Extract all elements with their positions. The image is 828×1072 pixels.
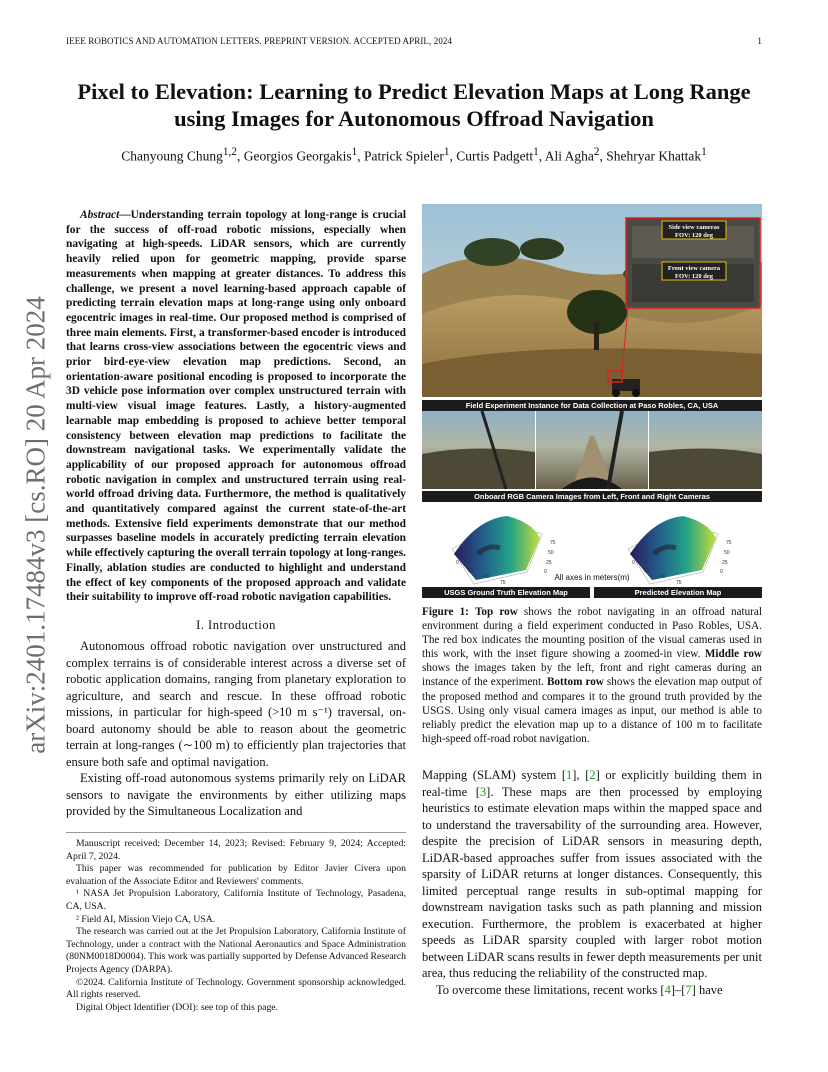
inset-side-fov: FOV: 120 deg [674,232,714,239]
figure-band-left: USGS Ground Truth Elevation Map [422,587,590,598]
running-header [66,36,762,46]
elevation-map-gt [452,516,542,584]
tick-label: 75 [500,580,506,586]
author: Curtis Padgett [456,148,534,164]
section-heading: I. Introduction [196,618,276,632]
author-affil: 1 [701,146,707,158]
footnote: ² Field AI, Mission Viejo CA, USA. [76,913,216,925]
inset-side-label: Side view cameras [668,224,720,231]
introduction-text [66,638,406,820]
tick-label: 75 [676,580,682,586]
caption-bot-label: Bottom row [546,676,604,689]
tick-label: 50 [484,574,490,580]
paragraph: Autonomous offroad robotic navigation over unstructured and complex terrains is of considerable interest across a diverse set of robotic application domains, ranging from planetary exploration to agriculture, and search and rescue. In these offroad robotic missions, in particular for high-speed (>10 m s⁻¹) traversal, on-board autonomy should be able to reason about the geometric terrain at long-ranges (∼100 m) to efficiently plan trajectories that ensure both safe and optimal navigation. [66,639,406,769]
citation-link[interactable]: 2 [589,768,596,782]
tick-label: 75 [726,540,732,546]
caption-text: shows the robot navigating in an offroad natural environment during a field experiment conducted in Paso Robles, USA. The red box indicates the mounting position of the visual cameras used in this work, with the inset figure showing a zoomed-in view. [422,606,763,661]
author-affil: 1 [533,146,539,158]
tick-label: 25 [722,560,728,566]
axes-note: All axes in meters(m) [554,573,630,582]
citation-link[interactable]: 7 [685,982,692,997]
caption-text: shows the elevation map output of the proposed method and compares it to the ground truth provided by the USGS. Using only visual camera images as input, our method is able to reliably predict the elevation map up to a distance of 100 m to facilitate high-speed off-road robot navigation. [422,676,762,745]
author-affil: 2 [593,146,600,158]
citation-link[interactable]: 4 [664,982,671,997]
paragraph [422,982,762,999]
tick-label: 50 [724,550,730,556]
tick-label: 50 [660,574,666,580]
page-number: 1 [757,36,762,46]
footnotes [66,838,406,1014]
footnote: Manuscript received: December 14, 2023; Revised: February 9, 2024; Accepted: April 7, 2024. [66,838,406,862]
text: ], [ [572,768,590,782]
text: ]–[ [670,982,686,997]
figure-caption [422,605,762,746]
footnote-rule [66,832,406,833]
tick-label: 75 [550,540,556,546]
author: Shehryar Khattak [606,148,702,164]
tick-label: 0 [456,560,459,566]
tick-label: 0 [544,569,547,575]
text: To overcome these limitations, recent works [ [436,982,665,997]
tick-label: 25 [468,568,474,574]
citation-link[interactable]: 1 [566,768,573,782]
tick-label: 50 [548,550,554,556]
author: Georgios Georgakis [243,148,352,164]
figure-band-top: Field Experiment Instance for Data Collection at Paso Robles, CA, USA [422,400,762,411]
text: ]. These maps are then processed by employing heuristics to estimate elevation maps within the mapped space and to understand the traversability of the surrounding area. However, despite the precision of LiDAR sensors in measuring depth, LiDAR-based approaches suffer from issues associated with the sparsity of LiDAR returns at longer distances. Consequently, this limited perceptual range results in sub-optimal mapping for downstream navigation tasks such as path planning and mission execution. Furthermore, the problem is exacerbated at higher speeds as LiDAR sparsity coupled with larger robot motion between LiDAR scans results in fewer depth measurements per unit area, thus reducing the reliability of the constructed map. [422,784,762,980]
footnote: ©2024. California Institute of Technology. Government sponsorship acknowledged. All rights reserved. [66,976,406,1001]
arxiv-stamp [20,286,52,764]
author-affil: 1 [443,146,450,158]
caption-mid-label: Middle row [704,648,762,661]
paragraph [422,767,762,982]
abstract-text: —Understanding terrain topology at long-range is crucial for the success of off-road robotic missions, especially when navigating at high-speeds. LiDAR sensors, which are currently heavily relied upon for geometric mapping, provide sparse measurements when mapping at greater distances. To address this challenge, we present a novel learning-based approach capable of predicting terrain elevation maps at long-range using only onboard egocentric images in real-time. Our proposed method is comprised of three main elements. First, a transformer-based encoder is introduced that learns cross-view associations between the egocentric views and prior bird-eye-view elevation map predictions. Second, an orientation-aware positional encoding is proposed to incorporate the 3D vehicle pose information over complex unstructured terrain with multi-view visual image features. Lastly, a history-augmented learnable map embedding is proposed to achieve better temporal consistency between elevation map predictions to facilitate the downstream navigational tasks. We experimentally validate the applicability of our proposed approach for autonomous offroad robotic navigation in complex and unstructured terrain using real-world offroad driving data. Furthermore, the method is qualitatively and quantitatively compared against the current state-of-the-art methods. Extensive field experiments demonstrate that our method surpasses baseline models in accurately predicting terrain elevation while effectively capturing the overall terrain topology at long-ranges. Finally, ablation studies are conducted to highlight and understand the effect of key components of the proposed approach and validate their suitability to improve off-road robotic navigation capabilities. [66,209,406,604]
author-affil: 1 [351,146,358,158]
figure-band-right: Predicted Elevation Map [594,587,762,598]
caption-label: Figure 1: [422,606,469,618]
paragraph: Existing off-road autonomous systems primarily rely on LiDAR sensors to navigate the environments by either utilizing maps provided by the Simultaneous Localization and [66,771,406,818]
footnote: ¹ NASA Jet Propulsion Laboratory, California Institute of Technology, Pasadena, CA, USA. [66,888,406,912]
figure-1 [422,204,762,598]
caption-top-label: Top row [475,606,518,618]
inset-front-fov: FOV: 120 deg [674,273,714,280]
camera-images [422,411,762,489]
footnote: The research was carried out at the Jet Propulsion Laboratory, California Institute of Technology, under a contract with the National Aeronautics and Space Administration (80NM0018D0004). This work was partially supported by Defense Advanced Research Projects Agency (DARPA). [66,926,406,975]
tick-label: 25 [546,560,552,566]
author: Ali Agha [544,148,594,164]
arxiv-id: arXiv:2401.17484v3 [cs.RO] 20 Apr 2024 [20,296,51,754]
tick-label: 25 [644,568,650,574]
inset-front-label: Front view camera [667,265,721,272]
elevation-map-pred [628,516,718,584]
tick-label: 0 [632,560,635,566]
footnote: This paper was recommended for publication by Editor Javier Civera upon evaluation of the Associate Editor and Reviewers' comments. [66,863,406,887]
author-list: Chanyoung Chung$^{1,2}$, Georgios Georgakis$^1$, Patrick Spieler$^1$, Curtis Padgett$^1$, Ali Agha$^2$, Shehryar Khattak$^1$ [121,146,707,164]
text: ] have [691,982,723,997]
tick-label: 0 [720,569,723,575]
author: Patrick Spieler [363,148,444,164]
abstract-label: Abstract [80,209,120,221]
text: ] or explicitly building them in real-time [ [422,768,763,799]
author: Chanyoung Chung [121,148,223,164]
paper-title: Pixel to Elevation: Learning to Predict Elevation Maps at Long Range using Images for Autonomous Offroad Navigation [77,79,751,131]
abstract [66,208,406,605]
footnote: Digital Object Identifier (DOI): see top of this page. [76,1001,279,1013]
citation-link[interactable]: 3 [479,784,487,799]
journal-header: IEEE ROBOTICS AND AUTOMATION LETTERS. PREPRINT VERSION. ACCEPTED APRIL, 2024 [66,36,453,46]
caption-text: shows the images taken by the left, front and right cameras during an instance of the experiment. [422,662,762,689]
right-column-text [422,767,762,998]
author-affil: 1,2 [222,146,237,158]
figure-band-mid: Onboard RGB Camera Images from Left, Front and Right Cameras [422,491,762,502]
text: Mapping (SLAM) system [ [422,768,567,782]
